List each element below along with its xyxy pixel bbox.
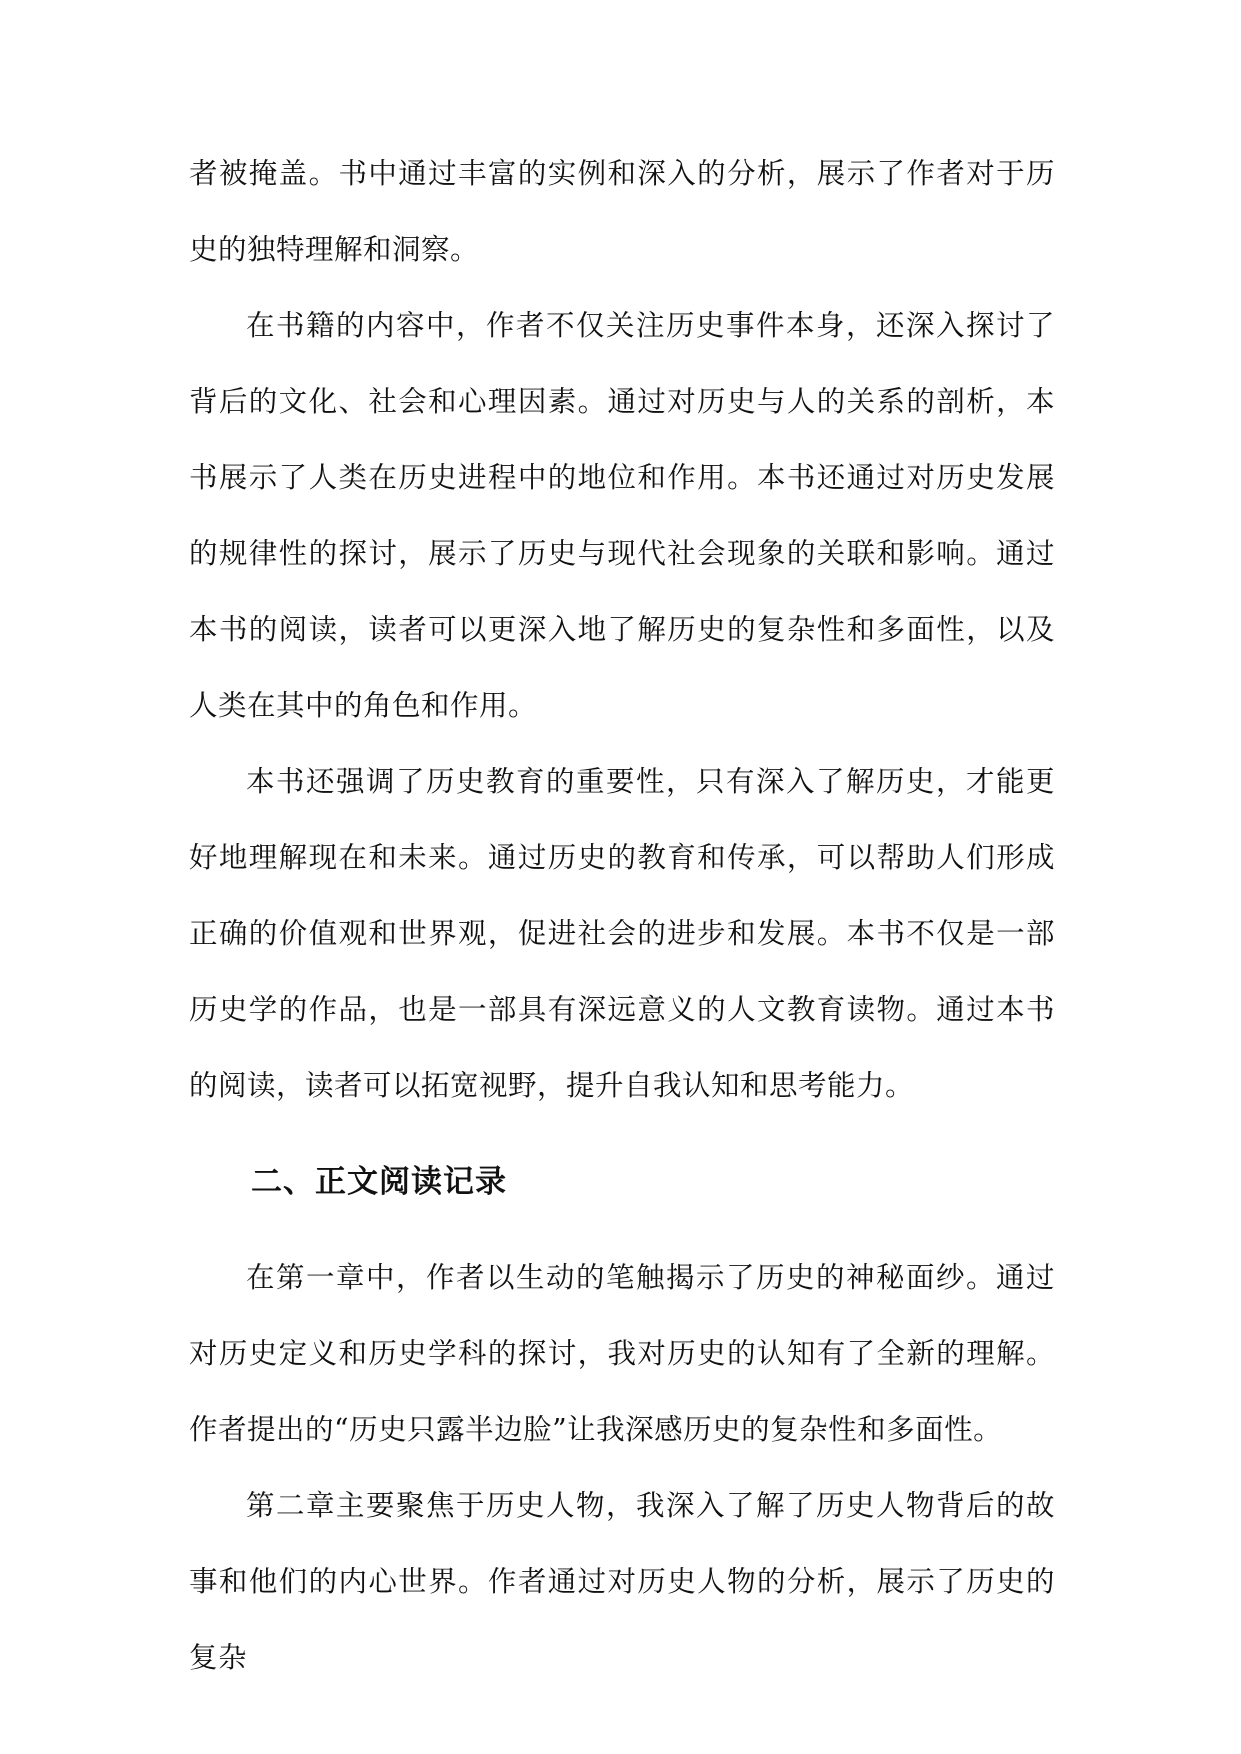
paragraph-chapter-one: 在第一章中，作者以生动的笔触揭示了历史的神秘面纱。通过对历史定义和历史学科的探讨，我对历史的认知有了全新的理解。作者提出的“历史只露半边脸”让我深感历史的复杂性和多面性。: [189, 1261, 1055, 1446]
paragraph-book-content: 在书籍的内容中，作者不仅关注历史事件本身，还深入探讨了背后的文化、社会和心理因素。通过对历史与人的关系的剖析，本书展示了人类在历史进程中的地位和作用。本书还通过对历史发展的规律性的探讨，展示了历史与现代社会现象的关联和影响。通过本书的阅读，读者可以更深入地了解历史的复杂性和多面性，以及人类在其中的角色和作用。: [189, 309, 1055, 722]
paragraph-history-education: 本书还强调了历史教育的重要性，只有深入了解历史，才能更好地理解现在和未来。通过历史的教育和传承，可以帮助人们形成正确的价值观和世界观，促进社会的进步和发展。本书不仅是一部历史学的作品，也是一部具有深远意义的人文教育读物。通过本书的阅读，读者可以拓宽视野，提升自我认知和思考能力。: [189, 765, 1055, 1102]
paragraph-continued: 者被掩盖。书中通过丰富的实例和深入的分析，展示了作者对于历史的独特理解和洞察。: [189, 157, 1055, 266]
section-heading: 二、正文阅读记录: [251, 1164, 507, 1200]
document-body: [189, 136, 1055, 1696]
paragraph-chapter-two: 第二章主要聚焦于历史人物，我深入了解了历史人物背后的故事和他们的内心世界。作者通过对历史人物的分析，展示了历史的复杂: [189, 1489, 1055, 1674]
